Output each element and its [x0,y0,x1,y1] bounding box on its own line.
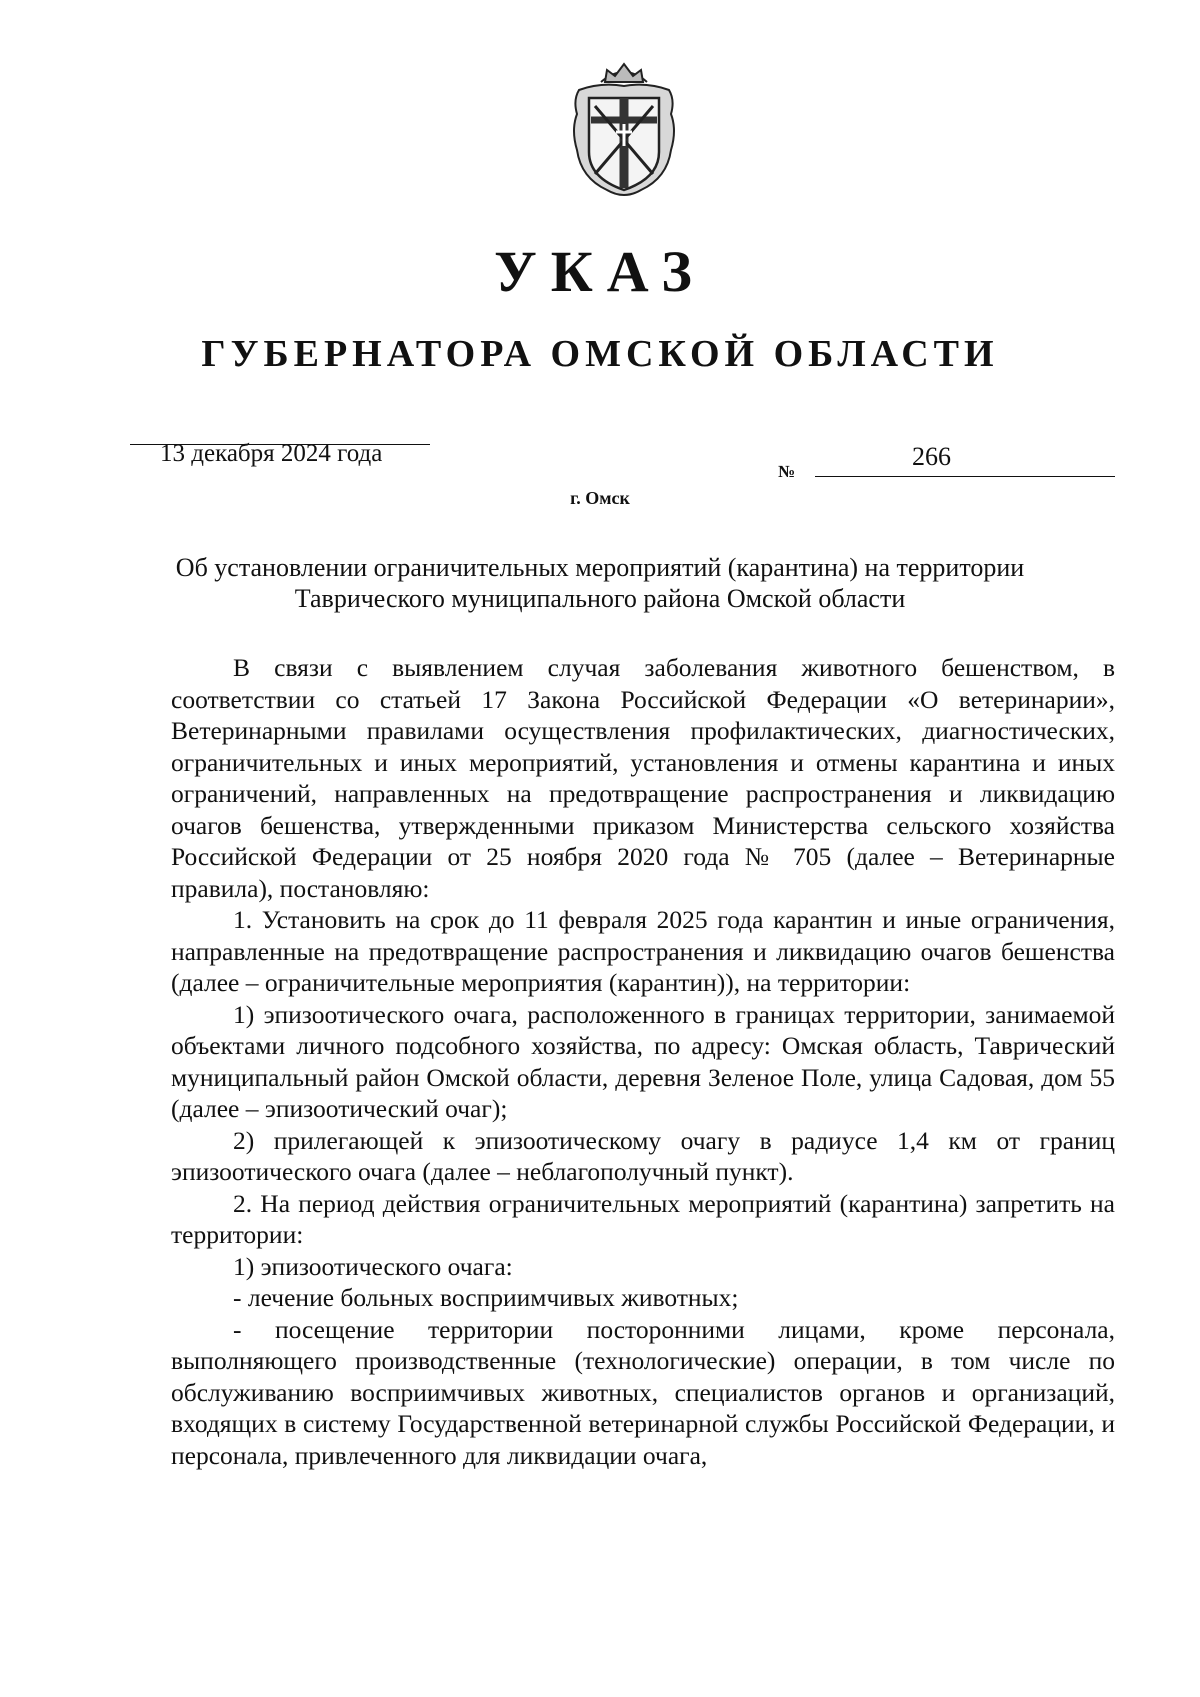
coat-of-arms-icon [567,60,681,208]
paragraph: - посещение территории посторонними лицами, кроме персонала, выполняющего производственные (технологические) операции, в том числе по обслуживанию восприимчивых животных, специалистов органов и организаций, входящих в систему Государственной ветеринарной службы Российской Федерации, и персонала, привлеченного для ликвидации очага, [171,1314,1115,1470]
document-number: 266 [912,442,951,471]
paragraph: - лечение больных восприимчивых животных; [233,1283,739,1312]
number-underline [815,476,1115,477]
subject-line-1: Об установлении ограничительных мероприятий (карантина) на территории [175,553,1025,582]
paragraph: 1) эпизоотического очага, расположенного в границах территории, занимаемой объектами личного подсобного хозяйства, по адресу: Омская область, Таврический муниципальный район Омской области, деревня Зеленое Поле, улица Садовая, дом 55 (далее – эпизоотический очаг); [171,999,1115,1123]
paragraph: 1. Установить на срок до 11 февраля 2025 года карантин и иные ограничения, направленные на предотвращение распространения и ликвидацию очагов бешенства (далее – ограничительные мероприятия (карантин)), на территории: [171,905,1115,997]
document-city: г. Омск [570,488,630,508]
date-underline [130,444,430,445]
document-title: УКАЗ [494,239,706,304]
document-subtitle: ГУБЕРНАТОРА ОМСКОЙ ОБЛАСТИ [201,333,999,375]
document-date: 13 декабря 2024 года [160,440,383,467]
paragraph: 2. На период действия ограничительных мероприятий (карантина) запретить на территории: [171,1188,1115,1249]
paragraph: В связи с выявлением случая заболевания животного бешенством, в соответствии со статьей 17 Закона Российской Федерации «О ветеринарии», Ветеринарными правилами осуществления профилактических, диагностических, ограничительных и иных мероприятий, установления и отмены карантина и иных ограничений, направленных на предотвращение распространения и ликвидацию очагов бешенства, утвержденными приказом Министерства сельского хозяйства Российской Федерации от 25 ноября 2020 года № 705 (далее – Ветеринарные правила), постановляю: [171,653,1115,903]
document-body [171,652,1115,1471]
paragraph: 1) эпизоотического очага: [233,1251,513,1281]
paragraph: 2) прилегающей к эпизоотическому очагу в радиусе 1,4 км от границ эпизоотического очага (далее – неблагополучный пункт). [171,1125,1115,1186]
document-subject [150,552,1050,614]
number-sign: № [778,462,796,481]
subject-line-2: Таврического муниципального района Омской области [294,584,906,613]
